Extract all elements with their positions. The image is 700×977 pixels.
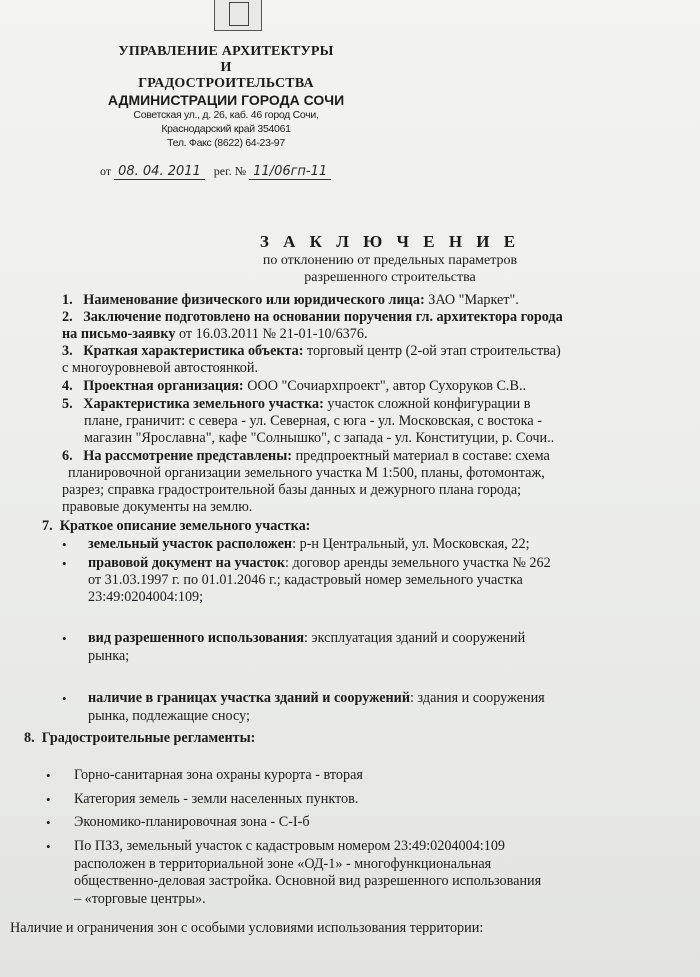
permitted-use-cont: рынка; bbox=[88, 648, 130, 664]
item-7: 7. Краткое описание земельного участка: bbox=[42, 518, 311, 534]
title-main: З А К Л Ю Ч Е Н И Е bbox=[259, 232, 521, 251]
item-6: 6. На рассмотрение представлены: предпроектный материал в составе: схема bbox=[62, 448, 550, 464]
item-3-cont: с многоуровневой автостоянкой. bbox=[62, 360, 258, 376]
item-8: 8. Градостроительные регламенты: bbox=[24, 730, 256, 746]
phone-line: Тел. Факс (8622) 64-23-97 bbox=[167, 137, 285, 149]
item-2: 2. Заключение подготовлено на основании поручения гл. архитектора города bbox=[62, 309, 563, 325]
item-6-cont: разрез; справка градостроительной базы данных и дежурного плана города; bbox=[62, 482, 522, 498]
parcel-location: земельный участок расположен: р-н Центральный, ул. Московская, 22; bbox=[88, 536, 530, 552]
bullet-marker: • bbox=[46, 839, 51, 854]
coat-of-arms-emblem bbox=[214, 0, 262, 31]
item-5: 5. Характеристика земельного участка: участок сложной конфигурации в bbox=[62, 396, 531, 412]
address-line: Советская ул., д. 26, каб. 46 город Сочи, bbox=[133, 109, 319, 121]
title-sub: разрешенного строительства bbox=[304, 270, 476, 285]
bullet-marker: • bbox=[46, 768, 51, 783]
letterhead bbox=[96, 44, 356, 150]
regulation-item: Горно-санитарная зона охраны курорта - вторая bbox=[74, 767, 363, 783]
legal-document: правовой документ на участок: договор аренды земельного участка № 262 bbox=[88, 555, 551, 571]
legal-document-cont: 23:49:0204004:109; bbox=[88, 589, 204, 605]
special-zones-heading: Наличие и ограничения зон с особыми условиями использования территории: bbox=[10, 920, 484, 936]
title-sub: по отклонению от предельных параметров bbox=[262, 253, 518, 268]
item-5-cont: плане, граничит: с севера - ул. Северная, с юга - ул. Московская, с востока - bbox=[84, 413, 542, 429]
address-line: Краснодарский край 354061 bbox=[161, 123, 291, 135]
item-6-cont: правовые документы на землю. bbox=[62, 499, 253, 515]
document-title bbox=[200, 232, 580, 286]
regulation-item: Экономико-планировочная зона - С-I-б bbox=[74, 814, 310, 830]
bullet-marker: • bbox=[62, 537, 67, 552]
bullet-marker: • bbox=[46, 815, 51, 830]
item-5-cont: магазин "Ярославна", кафе "Солнышко", с запада - ул. Конституции, р. Сочи.. bbox=[84, 430, 555, 446]
item-3: 3. Краткая характеристика объекта: торговый центр (2-ой этап строительства) bbox=[62, 343, 561, 359]
item-6-cont: планировочной организации земельного участка М 1:500, планы, фотомонтаж, bbox=[68, 465, 545, 481]
bullet-marker: • bbox=[62, 556, 67, 571]
bullet-marker: • bbox=[46, 792, 51, 807]
permitted-use: вид разрешенного использования: эксплуатация зданий и сооружений bbox=[88, 630, 526, 646]
item-1: 1. Наименование физического или юридического лица: ЗАО "Маркет". bbox=[62, 292, 519, 308]
regulation-item: Категория земель - земли населенных пунктов. bbox=[74, 791, 359, 807]
reg-prefix: рег. № bbox=[213, 164, 247, 178]
regulation-item-cont: общественно-деловая застройка. Основной вид разрешенного использования bbox=[74, 873, 542, 889]
registration-line bbox=[100, 164, 331, 179]
handwritten-reg-number: 11/06гп-11 bbox=[249, 164, 331, 180]
item-2-cont: на письмо-заявку от 16.03.2011 № 21-01-10/6376. bbox=[62, 326, 368, 342]
date-prefix: от bbox=[100, 164, 112, 178]
bullet-marker: • bbox=[62, 691, 67, 706]
legal-document-cont: от 31.03.1997 г. по 01.01.2046 г.; кадастровый номер земельного участка bbox=[88, 572, 523, 588]
handwritten-date: 08. 04. 2011 bbox=[114, 164, 205, 180]
item-4: 4. Проектная организация: ООО "Сочиархпроект", автор Сухоруков С.В.. bbox=[62, 378, 527, 394]
letterhead-line: ГРАДОСТРОИТЕЛЬСТВА bbox=[138, 76, 314, 91]
letterhead-line: АДМИНИСТРАЦИИ ГОРОДА СОЧИ bbox=[107, 92, 345, 108]
regulation-item: По ПЗЗ, земельный участок с кадастровым номером 23:49:0204004:109 bbox=[74, 838, 506, 854]
bullet-marker: • bbox=[62, 631, 67, 646]
buildings-on-site-cont: рынка, подлежащие сносу; bbox=[88, 708, 250, 724]
regulation-item-cont: – «торговые центры». bbox=[74, 891, 206, 907]
letterhead-line: УПРАВЛЕНИЕ АРХИТЕКТУРЫ bbox=[118, 44, 334, 59]
regulation-item-cont: расположен в территориальной зоне «ОД-1» - многофункциональная bbox=[74, 856, 492, 872]
buildings-on-site: наличие в границах участка зданий и сооружений: здания и сооружения bbox=[88, 690, 545, 706]
letterhead-line: И bbox=[220, 60, 232, 75]
